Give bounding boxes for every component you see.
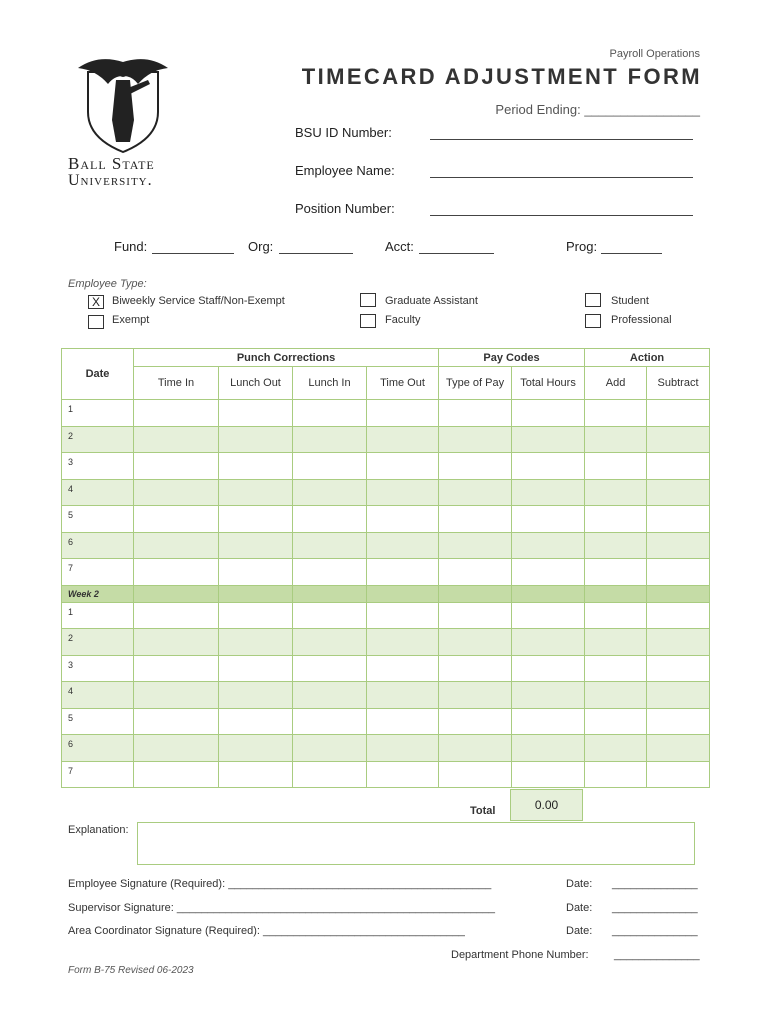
table-cell[interactable] <box>647 655 710 682</box>
prog-field[interactable] <box>601 253 662 254</box>
table-cell[interactable] <box>585 532 647 559</box>
coordinator-date-label: Date: <box>566 925 593 937</box>
checkbox-graduate-assistant[interactable] <box>360 293 376 307</box>
table-cell[interactable] <box>367 708 439 735</box>
row-day-number: 1 <box>62 400 134 427</box>
explanation-label: Explanation: <box>68 824 129 836</box>
table-cell[interactable] <box>512 453 585 480</box>
table-cell[interactable] <box>219 453 293 480</box>
position-number-label: Position Number: <box>295 201 395 216</box>
fund-field[interactable] <box>152 253 234 254</box>
col-lunch-in: Lunch In <box>293 367 367 400</box>
table-cell[interactable] <box>585 682 647 709</box>
table-cell[interactable] <box>439 655 512 682</box>
row-day-number: 2 <box>62 426 134 453</box>
supervisor-date-field[interactable]: ______________ <box>612 902 698 914</box>
table-cell[interactable] <box>367 559 439 586</box>
row-day-number: 6 <box>62 532 134 559</box>
table-cell[interactable] <box>512 559 585 586</box>
table-cell[interactable] <box>219 735 293 762</box>
timecard-table <box>61 348 710 788</box>
checkbox-graduate-assistant-label: Graduate Assistant <box>385 295 478 307</box>
pay-codes-header: Pay Codes <box>439 349 585 367</box>
department-label: Payroll Operations <box>609 48 700 60</box>
coordinator-signature-field[interactable]: Area Coordinator Signature (Required): _________________________________ <box>68 925 465 937</box>
table-cell[interactable] <box>439 400 512 427</box>
table-cell[interactable] <box>512 532 585 559</box>
acct-field[interactable] <box>419 253 494 254</box>
col-time-out: Time Out <box>367 367 439 400</box>
acct-label: Acct: <box>385 239 414 254</box>
table-cell[interactable] <box>293 479 367 506</box>
table-cell[interactable] <box>134 559 219 586</box>
phone-field[interactable]: ______________ <box>614 949 700 961</box>
table-cell[interactable] <box>134 453 219 480</box>
row-day-number: 7 <box>62 559 134 586</box>
table-cell[interactable] <box>134 735 219 762</box>
table-cell[interactable] <box>219 426 293 453</box>
table-cell[interactable] <box>585 708 647 735</box>
table-cell[interactable] <box>647 532 710 559</box>
table-cell[interactable] <box>647 400 710 427</box>
row-day-number: 4 <box>62 479 134 506</box>
table-cell[interactable] <box>512 761 585 788</box>
table-cell[interactable] <box>219 400 293 427</box>
coordinator-date-field[interactable]: ______________ <box>612 925 698 937</box>
supervisor-date-label: Date: <box>566 902 593 914</box>
table-cell[interactable] <box>647 682 710 709</box>
total-label: Total <box>470 805 496 817</box>
table-cell[interactable] <box>647 629 710 656</box>
table-cell[interactable] <box>439 506 512 533</box>
table-cell[interactable] <box>367 479 439 506</box>
table-cell[interactable] <box>585 479 647 506</box>
table-cell[interactable] <box>647 506 710 533</box>
table-cell[interactable] <box>293 559 367 586</box>
col-subtract: Subtract <box>647 367 710 400</box>
table-cell[interactable] <box>585 761 647 788</box>
org-field[interactable] <box>279 253 353 254</box>
table-cell[interactable] <box>134 655 219 682</box>
checkbox-biweekly-label: Biweekly Service Staff/Non-Exempt <box>112 295 285 307</box>
punch-corrections-header: Punch Corrections <box>134 349 439 367</box>
table-row <box>62 629 710 656</box>
table-cell[interactable] <box>219 682 293 709</box>
table-row <box>62 559 710 586</box>
table-cell[interactable] <box>367 682 439 709</box>
form-revision-label: Form B-75 Revised 06-2023 <box>68 965 194 976</box>
table-cell[interactable] <box>647 761 710 788</box>
checkbox-professional[interactable] <box>585 314 601 328</box>
table-cell[interactable] <box>367 532 439 559</box>
table-cell[interactable] <box>647 735 710 762</box>
row-day-number: 3 <box>62 655 134 682</box>
employee-date-field[interactable]: ______________ <box>612 878 698 890</box>
table-cell[interactable] <box>585 629 647 656</box>
table-cell[interactable] <box>512 735 585 762</box>
table-cell[interactable] <box>293 400 367 427</box>
employee-type-label: Employee Type: <box>68 278 147 290</box>
table-cell[interactable] <box>647 426 710 453</box>
table-cell[interactable] <box>585 426 647 453</box>
week1-rows <box>62 400 710 586</box>
table-cell[interactable] <box>512 682 585 709</box>
employee-name-field[interactable] <box>430 177 693 178</box>
table-cell[interactable] <box>439 602 512 629</box>
table-cell[interactable] <box>439 761 512 788</box>
table-cell[interactable] <box>219 629 293 656</box>
table-cell[interactable] <box>512 655 585 682</box>
employee-date-label: Date: <box>566 878 593 890</box>
col-total-hours: Total Hours <box>512 367 585 400</box>
table-cell[interactable] <box>439 559 512 586</box>
table-cell[interactable] <box>367 506 439 533</box>
table-cell[interactable] <box>293 682 367 709</box>
table-cell[interactable] <box>647 559 710 586</box>
supervisor-signature-field[interactable]: Supervisor Signature: ____________________________________________________ <box>68 902 495 914</box>
checkbox-faculty-label: Faculty <box>385 314 421 326</box>
checkbox-faculty[interactable] <box>360 314 376 328</box>
table-cell[interactable] <box>219 708 293 735</box>
fund-label: Fund: <box>114 239 148 254</box>
table-row <box>62 761 710 788</box>
table-cell[interactable] <box>512 479 585 506</box>
row-day-number: 5 <box>62 506 134 533</box>
table-cell[interactable] <box>439 479 512 506</box>
table-cell[interactable] <box>367 629 439 656</box>
table-cell[interactable] <box>647 479 710 506</box>
checkbox-exempt-label: Exempt <box>112 314 150 326</box>
checkbox-student-label: Student <box>611 295 649 307</box>
table-cell[interactable] <box>219 761 293 788</box>
table-cell[interactable] <box>219 655 293 682</box>
week2-label: Week 2 <box>62 585 134 602</box>
table-cell[interactable] <box>293 532 367 559</box>
checkbox-biweekly[interactable] <box>88 295 104 309</box>
bsu-id-field[interactable] <box>430 139 693 140</box>
table-cell[interactable] <box>134 682 219 709</box>
table-cell[interactable] <box>134 602 219 629</box>
table-cell[interactable] <box>367 655 439 682</box>
table-cell[interactable] <box>134 506 219 533</box>
table-cell[interactable] <box>134 400 219 427</box>
table-cell[interactable] <box>439 682 512 709</box>
table-cell[interactable] <box>585 453 647 480</box>
table-cell[interactable] <box>439 453 512 480</box>
table-cell[interactable] <box>293 629 367 656</box>
check-mark-icon: X <box>91 295 100 309</box>
table-cell[interactable] <box>367 761 439 788</box>
row-day-number: 7 <box>62 761 134 788</box>
bsu-id-label: BSU ID Number: <box>295 125 392 140</box>
table-cell[interactable] <box>585 559 647 586</box>
checkbox-professional-label: Professional <box>611 314 672 326</box>
table-row <box>62 532 710 559</box>
checkbox-student[interactable] <box>585 293 601 307</box>
checkbox-exempt[interactable] <box>88 315 104 329</box>
table-cell[interactable] <box>512 426 585 453</box>
table-cell[interactable] <box>585 400 647 427</box>
table-cell[interactable] <box>439 426 512 453</box>
table-cell[interactable] <box>219 559 293 586</box>
org-label: Org: <box>248 239 274 254</box>
table-cell[interactable] <box>293 655 367 682</box>
table-cell[interactable] <box>367 735 439 762</box>
table-cell[interactable] <box>134 629 219 656</box>
table-cell[interactable] <box>293 735 367 762</box>
table-cell[interactable] <box>219 479 293 506</box>
university-logo <box>68 50 178 195</box>
row-day-number: 1 <box>62 602 134 629</box>
table-row <box>62 506 710 533</box>
position-number-field[interactable] <box>430 215 693 216</box>
action-header: Action <box>585 349 710 367</box>
table-cell[interactable] <box>367 400 439 427</box>
phone-label: Department Phone Number: <box>451 949 589 961</box>
table-cell[interactable] <box>367 602 439 629</box>
logo-wordmark-line2: University. <box>68 172 153 189</box>
table-cell[interactable] <box>219 532 293 559</box>
col-lunch-out: Lunch Out <box>219 367 293 400</box>
logo-wordmark-line1: Ball State <box>68 154 155 173</box>
table-cell[interactable] <box>439 532 512 559</box>
table-cell[interactable] <box>512 708 585 735</box>
table-row <box>62 479 710 506</box>
table-cell[interactable] <box>134 479 219 506</box>
table-cell[interactable] <box>293 708 367 735</box>
week2-separator-row <box>62 585 710 602</box>
table-cell[interactable] <box>134 761 219 788</box>
table-cell[interactable] <box>293 761 367 788</box>
table-row <box>62 602 710 629</box>
col-time-in: Time In <box>134 367 219 400</box>
col-add: Add <box>585 367 647 400</box>
table-cell[interactable] <box>512 400 585 427</box>
employee-name-label: Employee Name: <box>295 163 395 178</box>
table-row <box>62 426 710 453</box>
table-cell[interactable] <box>293 602 367 629</box>
explanation-input[interactable] <box>137 822 695 865</box>
table-cell[interactable] <box>439 708 512 735</box>
table-cell[interactable] <box>585 602 647 629</box>
row-day-number: 2 <box>62 629 134 656</box>
table-cell[interactable] <box>134 532 219 559</box>
form-title: TIMECARD ADJUSTMENT FORM <box>301 64 702 89</box>
table-cell[interactable] <box>512 602 585 629</box>
table-row <box>62 655 710 682</box>
col-type-of-pay: Type of Pay <box>439 367 512 400</box>
table-cell[interactable] <box>439 629 512 656</box>
table-cell[interactable] <box>367 453 439 480</box>
total-value: 0.00 <box>510 789 583 821</box>
table-row <box>62 708 710 735</box>
row-day-number: 4 <box>62 682 134 709</box>
table-row <box>62 400 710 427</box>
row-day-number: 5 <box>62 708 134 735</box>
employee-signature-field[interactable]: Employee Signature (Required): ___________________________________________ <box>68 878 492 890</box>
table-cell[interactable] <box>647 708 710 735</box>
table-row <box>62 682 710 709</box>
row-day-number: 6 <box>62 735 134 762</box>
table-cell[interactable] <box>585 506 647 533</box>
table-cell[interactable] <box>219 602 293 629</box>
row-day-number: 3 <box>62 453 134 480</box>
table-cell[interactable] <box>512 629 585 656</box>
prog-label: Prog: <box>566 239 598 254</box>
table-cell[interactable] <box>219 506 293 533</box>
table-cell[interactable] <box>585 655 647 682</box>
date-header: Date <box>62 349 134 400</box>
table-row <box>62 735 710 762</box>
table-cell[interactable] <box>367 426 439 453</box>
table-cell[interactable] <box>134 708 219 735</box>
table-cell[interactable] <box>134 426 219 453</box>
table-cell[interactable] <box>512 506 585 533</box>
table-cell[interactable] <box>647 453 710 480</box>
table-cell[interactable] <box>647 602 710 629</box>
table-cell[interactable] <box>439 735 512 762</box>
table-cell[interactable] <box>585 735 647 762</box>
period-ending-field[interactable]: Period Ending: ________________ <box>495 102 700 117</box>
beneficence-seal-icon <box>68 50 178 160</box>
table-cell[interactable] <box>293 426 367 453</box>
week2-rows <box>62 602 710 788</box>
table-row <box>62 453 710 480</box>
table-cell[interactable] <box>293 506 367 533</box>
table-cell[interactable] <box>293 453 367 480</box>
